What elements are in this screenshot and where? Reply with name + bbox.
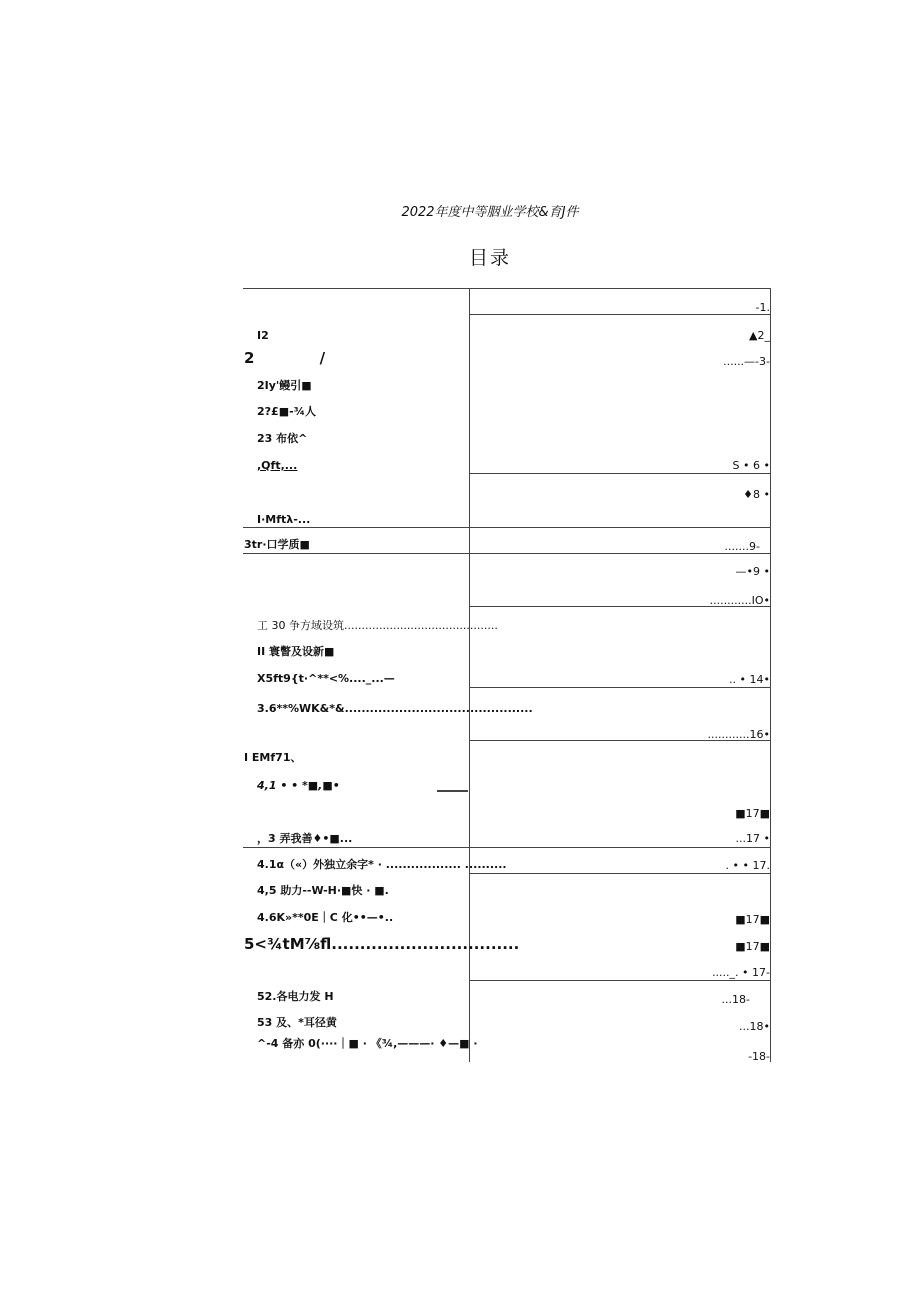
table-rule — [243, 553, 771, 554]
toc-page-number: —•9 • — [735, 565, 770, 578]
toc-page-number: ...17 • — [735, 832, 770, 845]
toc-entry-label: 3tr·口学质■ — [244, 538, 310, 551]
toc-page-number: ■17■ — [735, 807, 770, 820]
toc-entry-label: II 寰瞥及设新■ — [257, 645, 335, 658]
toc-entry-label: I EMf71、 — [244, 751, 302, 764]
toc-entry-label: 工 30 争方域设筑............................................ — [257, 619, 498, 632]
toc-entry-label: X5ft9{t·^**<%...._...— — [257, 672, 395, 685]
toc-entry-label: 2?£■-¾人 — [257, 405, 317, 418]
table-rule — [469, 873, 771, 874]
table-rule — [469, 473, 771, 474]
toc-entry-label: 23 布依^ — [257, 432, 308, 445]
toc-entry-label: 5<¾tM⅞fl................................. — [244, 935, 520, 953]
toc-page-number: -1. — [755, 301, 770, 314]
table-rule — [770, 288, 771, 1062]
toc-page-number: ......—-3- — [723, 355, 770, 368]
table-rule — [243, 288, 771, 289]
toc-entry-label: 4.1α（«）外独立余字* · .................. .......... — [257, 858, 507, 871]
toc-page-number: ♦8 • — [743, 488, 770, 501]
toc-page-number: ............IO• — [709, 594, 770, 607]
toc-page-number: ■17■ — [735, 913, 770, 926]
table-rule — [243, 847, 771, 848]
document-subtitle: 2022年度中等胭业学校&育J件 — [401, 205, 579, 220]
toc-entry-label: 3.6**%WK&*&............................................. — [257, 702, 533, 715]
toc-page-number: ....._. • 17- — [712, 966, 770, 979]
toc-entry-label: ^-4 备亦 0(····｜■ · 《¾,———· ♦—■ · — [257, 1037, 478, 1050]
toc-entry-label: 2Iy'鳗引■ — [257, 379, 312, 392]
table-rule — [469, 980, 771, 981]
toc-entry-label: 4.6K»**0E｜C 化••—•.. — [257, 911, 394, 924]
table-rule — [469, 314, 771, 315]
toc-entry-label: 53 及、*耳径黄 — [257, 1016, 337, 1029]
toc-entry-label: ，3 弄我善♦•■... — [257, 832, 353, 845]
toc-entry-label: 4,5 助力--W-H·■快 · ■. — [257, 884, 389, 897]
toc-entry-label: I2 — [257, 329, 269, 342]
toc-page-number: .......9- — [724, 540, 760, 553]
toc-page-number: ...18• — [739, 1020, 770, 1033]
table-rule — [437, 790, 468, 792]
toc-page-number: ▲2_ — [749, 329, 770, 342]
toc-page-number: S • 6 • — [732, 459, 770, 472]
toc-entry-label: 2 / — [244, 349, 326, 367]
toc-page-number: .. • 14• — [729, 673, 770, 686]
table-rule — [469, 687, 771, 688]
table-rule — [243, 527, 771, 528]
toc-entry-label: I·Mftλ-... — [257, 513, 311, 526]
toc-page-number: ............16• — [707, 728, 770, 741]
toc-entry-label: 4,1 • • *■,■• — [257, 779, 340, 792]
toc-entry-label: ,Qft,... — [257, 459, 298, 472]
toc-page-number: -18- — [748, 1050, 770, 1063]
toc-entry-label: 52.各电力发 H — [257, 990, 334, 1003]
toc-title: 目录 — [468, 247, 511, 269]
toc-page-number: ...18- — [721, 993, 750, 1006]
toc-page-number: ■17■ — [735, 940, 770, 953]
toc-page-number: . • • 17. — [725, 859, 770, 872]
